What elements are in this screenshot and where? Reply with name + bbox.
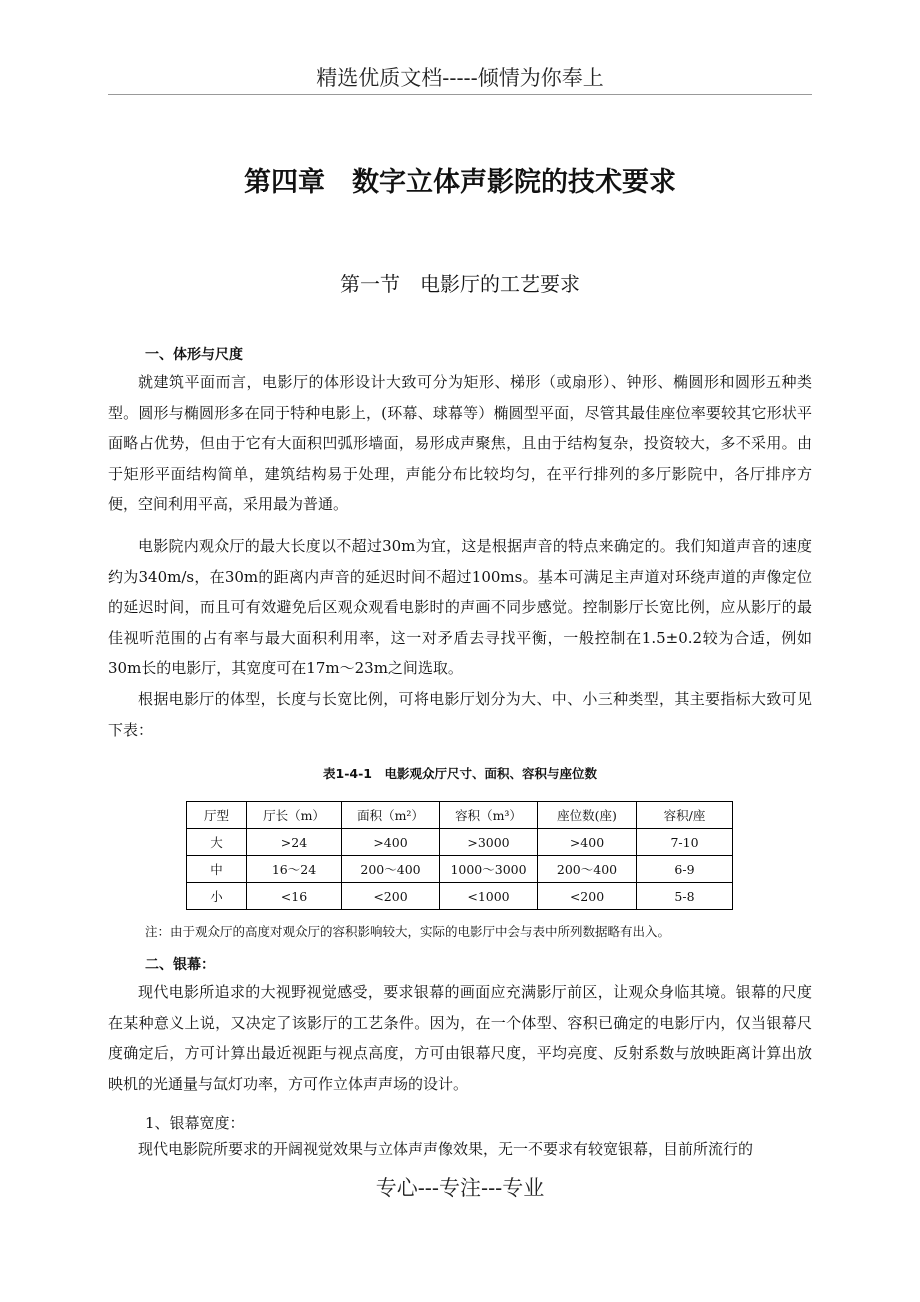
table-row: [187, 856, 733, 883]
col-hall-type: 厅型: [187, 802, 247, 829]
col-volume: 容积（m³）: [440, 802, 538, 829]
table-cell: 200～400: [538, 856, 637, 883]
page-footer: 专心---专注---专业: [375, 1176, 545, 1200]
table-cell: 7-10: [637, 829, 733, 856]
table-cell: <1000: [440, 883, 538, 910]
col-volume-per-seat: 容积/座: [637, 802, 733, 829]
hall-spec-table: [186, 801, 733, 910]
chapter-title: 第四章 数字立体声影院的技术要求: [244, 167, 676, 198]
table-note: 注：由于观众厅的高度对观众厅的容积影响较大，实际的电影厅中会与表中所列数据略有出入。: [145, 924, 671, 939]
paragraph-hall-length: 电影院内观众厅的最大长度以不超过30m为宜，这是根据声音的特点来确定的。我们知道声音的速度约为340m/s，在30m的距离内声音的延迟时间不超过100ms。基本可满足主声道对环绕声道的声像定位的延迟时间，而且可有效避免后区观众观看电影时的声画不同步感觉。控制影厅长宽比例，应从影厅的最佳视听范围的占有率与最大面积利用率，这一对矛盾去寻找平衡，一般控制在1.5±0.2较为合适，例如30m长的电影厅，其宽度可在17m～23m之间选取。: [108, 537, 812, 677]
table-cell: 小: [187, 883, 247, 910]
table-cell: >24: [247, 829, 342, 856]
subheading-screen-width: 1、银幕宽度：: [145, 1114, 245, 1132]
table-cell: <200: [342, 883, 440, 910]
table-cell: <200: [538, 883, 637, 910]
table-row: [187, 883, 733, 910]
table-cell: 中: [187, 856, 247, 883]
col-seats: 座位数(座): [538, 802, 637, 829]
table-header-row: [187, 802, 733, 829]
table-cell: 16～24: [247, 856, 342, 883]
col-area: 面积（m²）: [342, 802, 440, 829]
header-divider: [108, 94, 812, 95]
heading-shape-and-scale: 一、体形与尺度: [145, 347, 243, 363]
heading-screen: 二、银幕：: [145, 957, 215, 973]
table-cell: 200～400: [342, 856, 440, 883]
table-cell: <16: [247, 883, 342, 910]
paragraph-plan-shapes: 就建筑平面而言，电影厅的体形设计大致可分为矩形、梯形（或扇形）、钟形、椭圆形和圆形五种类型。圆形与椭圆形多在同于特种电影上，(环幕、球幕等）椭圆型平面，尽管其最佳座位率要较其它形状平面略占优势，但由于它有大面积凹弧形墙面，易形成声聚焦，且由于结构复杂，投资较大，多不采用。由于矩形平面结构简单，建筑结构易于处理，声能分布比较均匀，在平行排列的多厅影院中，各厅排序方便，空间利用平高，采用最为普通。: [108, 373, 812, 513]
table-cell: >400: [342, 829, 440, 856]
table-caption: 表1-4-1 电影观众厅尺寸、面积、容积与座位数: [323, 766, 597, 781]
paragraph-hall-types: 根据电影厅的体型，长度与长宽比例，可将电影厅划分为大、中、小三种类型，其主要指标大致可见下表：: [108, 690, 812, 739]
section-title: 第一节 电影厅的工艺要求: [340, 272, 580, 296]
table-cell: >400: [538, 829, 637, 856]
table-cell: 大: [187, 829, 247, 856]
table-cell: >3000: [440, 829, 538, 856]
table-cell: 1000～3000: [440, 856, 538, 883]
col-length: 厅长（m）: [247, 802, 342, 829]
table-row: [187, 829, 733, 856]
paragraph-screen: 现代电影所追求的大视野视觉感受，要求银幕的画面应充满影厅前区，让观众身临其境。银幕的尺度在某种意义上说，又决定了该影厅的工艺条件。因为，在一个体型、容积已确定的电影厅内，仅当银幕尺度确定后，方可计算出最近视距与视点高度，方可由银幕尺度，平均亮度、反射系数与放映距离计算出放映机的光通量与氙灯功率，方可作立体声声场的设计。: [108, 983, 812, 1093]
table-cell: 5-8: [637, 883, 733, 910]
page-header: 精选优质文档-----倾情为你奉上: [316, 66, 604, 90]
table-cell: 6-9: [637, 856, 733, 883]
paragraph-screen-width: 现代电影院所要求的开阔视觉效果与立体声声像效果，无一不要求有较宽银幕，目前所流行的: [138, 1140, 754, 1158]
